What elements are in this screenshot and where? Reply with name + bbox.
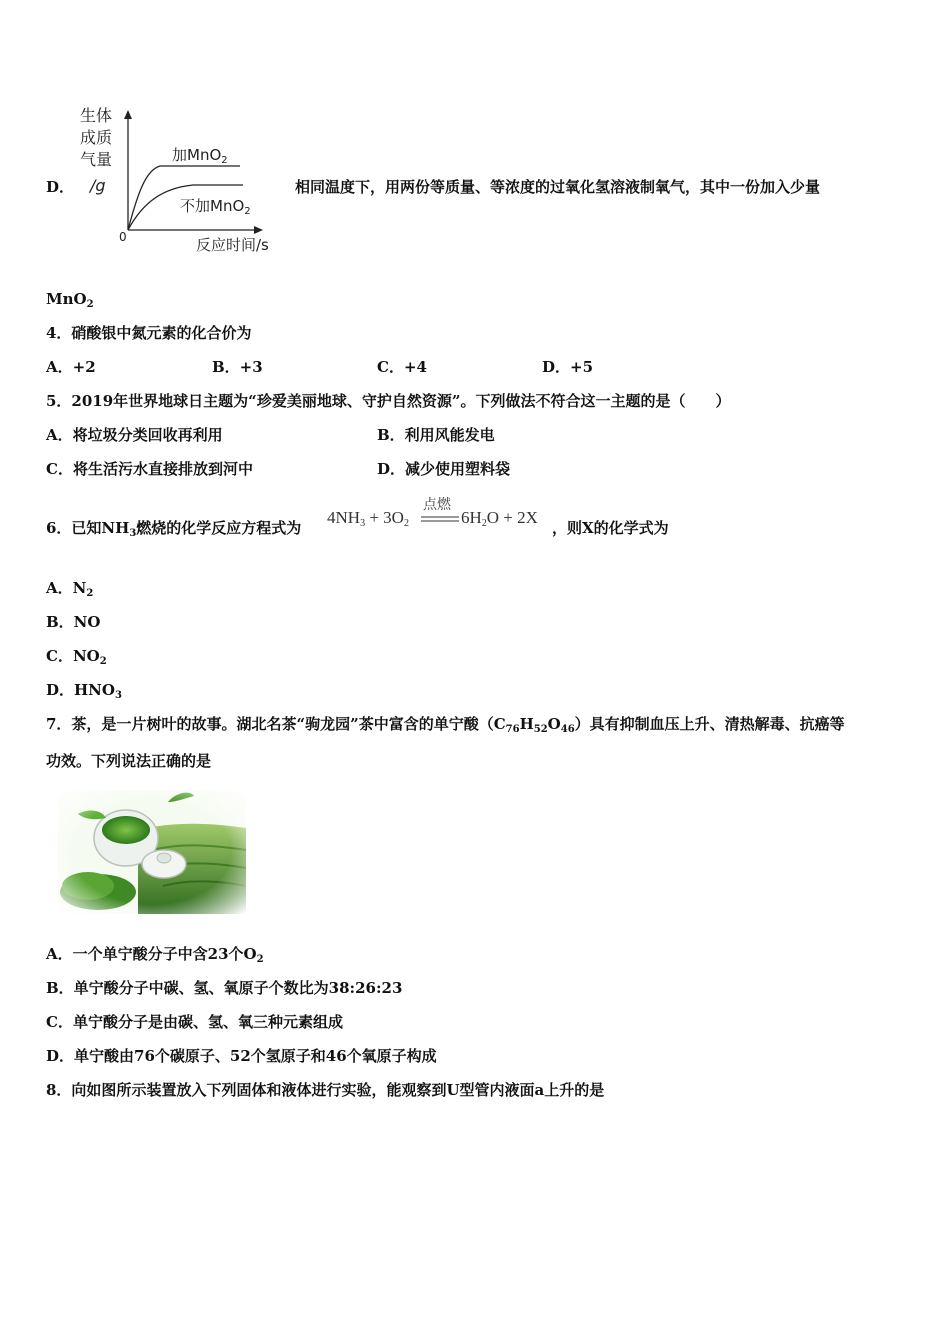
q5-option-c: C．将生活污水直接排放到河中	[46, 460, 253, 478]
equation-condition: 点燃	[423, 497, 451, 513]
graph-ylabel-3: 气量	[80, 150, 113, 169]
q5-stem: 5．2019年世界地球日主题为“珍爱美丽地球、守护自然资源”。下列做法不符合这一主题的是（ ）	[46, 392, 731, 410]
q7-stem-line2: 功效。下列说法正确的是	[46, 752, 212, 770]
q7-option-b: B．单宁酸分子中碳、氢、氧原子个数比为38:26:23	[46, 979, 403, 997]
equation-left: $4NH_3 + 3O_2$	[327, 508, 409, 529]
q6-option-c: C．$NO_2$	[46, 647, 107, 667]
q6-option-b: B．NO	[46, 613, 101, 631]
q5-option-b: B．利用风能发电	[377, 426, 495, 444]
reaction-graph	[68, 102, 288, 262]
graph-xlabel: 反应时间/s	[196, 236, 269, 254]
graph-curve1-label: 加MnO$_2$	[172, 146, 228, 166]
equation-right: $6H_2O + 2X$	[461, 508, 538, 529]
q7-option-d: D．单宁酸由76个碳原子、52个氢原子和46个氧原子构成	[46, 1047, 437, 1065]
q3-option-d-label: D．	[46, 178, 75, 196]
q4-option-c: C．+4	[377, 358, 427, 376]
graph-ylabel-1: 生体	[80, 106, 113, 125]
q6-stem-a: 6．已知$NH_3$燃烧的化学反应方程式为	[46, 519, 302, 539]
q7-option-a: A．一个单宁酸分子中含23个$O_2$	[46, 945, 264, 965]
q7-stem-line1: 7．茶，是一片树叶的故事。湖北名茶“驹龙园”茶中富含的单宁酸$(C_{76}H_{52}O_{46})$具有抑制血压上升、清热解毒、抗癌等	[46, 715, 845, 735]
reaction-equation	[327, 496, 557, 546]
q5-option-d: D．减少使用塑料袋	[377, 460, 511, 478]
graph-ylabel-2: 成质	[80, 128, 113, 147]
q6-stem-c: ，则X的化学式为	[552, 519, 669, 537]
tea-image	[58, 790, 246, 914]
q6-option-a: A．$N_2$	[46, 579, 94, 599]
q3-option-d-text: 相同温度下，用两份等质量、等浓度的过氧化氢溶液制氧气，其中一份加入少量	[295, 178, 821, 196]
q4-option-d: D．+5	[542, 358, 594, 376]
graph-origin: 0	[119, 230, 127, 244]
q4-option-a: A．+2	[46, 358, 96, 376]
q4-stem: 4．硝酸银中氮元素的化合价为	[46, 324, 252, 342]
graph-curve2-label: 不加MnO$_2$	[180, 197, 251, 217]
q8-stem: 8．向如图所示装置放入下列固体和液体进行实验，能观察到U型管内液面a上升的是	[46, 1081, 605, 1099]
q4-option-b: B．+3	[212, 358, 263, 376]
graph-axes	[68, 102, 288, 262]
q6-option-d: D．$HNO_3$	[46, 681, 122, 701]
q3-option-d-cont: MnO$_2$	[46, 290, 94, 310]
graph-ylabel-4: /g	[90, 176, 106, 195]
q7-option-c: C．单宁酸分子是由碳、氢、氧三种元素组成	[46, 1013, 343, 1031]
q5-option-a: A．将垃圾分类回收再利用	[46, 426, 223, 444]
